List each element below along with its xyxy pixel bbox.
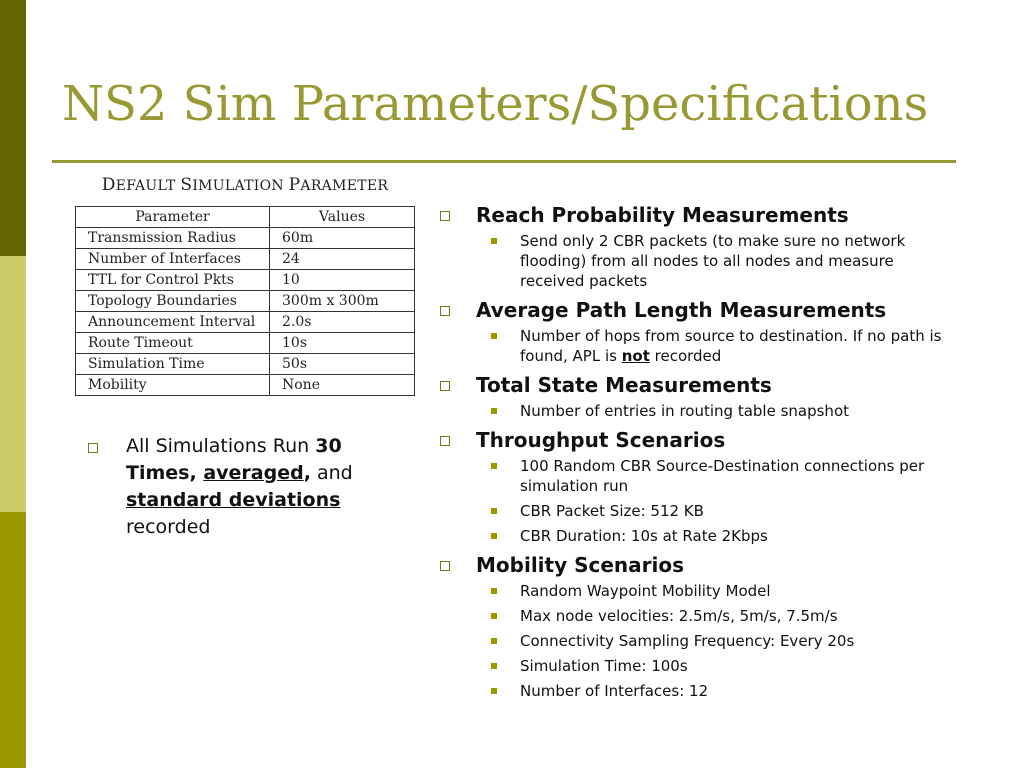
- left-bullet: [88, 433, 408, 541]
- table-row: [76, 249, 415, 270]
- list-item: CBR Packet Size: 512 KB: [440, 501, 970, 521]
- section-heading: Reach Probability Measurements: [440, 201, 970, 229]
- header-parameter: Parameter: [76, 207, 270, 228]
- list-item: Number of entries in routing table snapshot: [440, 401, 970, 421]
- param-cell: Topology Boundaries: [76, 291, 270, 312]
- param-cell: Route Timeout: [76, 333, 270, 354]
- hollow-square-bullet-icon: [88, 443, 98, 453]
- param-cell: Transmission Radius: [76, 228, 270, 249]
- param-cell: Announcement Interval: [76, 312, 270, 333]
- list-item: Number of Interfaces: 12: [440, 681, 970, 701]
- header-values: Values: [270, 207, 415, 228]
- param-cell: Mobility: [76, 375, 270, 396]
- value-cell: 10s: [270, 333, 415, 354]
- value-cell: 24: [270, 249, 415, 270]
- side-accent-bar: [0, 0, 26, 768]
- list-item: CBR Duration: 10s at Rate 2Kbps: [440, 526, 970, 546]
- value-cell: None: [270, 375, 415, 396]
- section-heading: Average Path Length Measurements: [440, 296, 970, 324]
- left-bullet-text: All Simulations Run 30 Times, averaged, and standard deviations recorded: [126, 435, 353, 538]
- section-heading: Mobility Scenarios: [440, 551, 970, 579]
- value-cell: 10: [270, 270, 415, 291]
- hollow-square-bullet-icon: [440, 306, 450, 316]
- side-bar-segment-bottom: [0, 512, 26, 768]
- parameter-table: [75, 206, 415, 396]
- square-bullet-icon: [491, 463, 497, 469]
- list-item: Number of hops from source to destination. If no path is found, APL is not recorded: [440, 326, 970, 366]
- table-row: [76, 291, 415, 312]
- title-divider: [52, 160, 956, 163]
- section-heading: Total State Measurements: [440, 371, 970, 399]
- table-row: [76, 228, 415, 249]
- table-row: [76, 333, 415, 354]
- square-bullet-icon: [491, 238, 497, 244]
- hollow-square-bullet-icon: [440, 211, 450, 221]
- value-cell: 300m x 300m: [270, 291, 415, 312]
- param-cell: Simulation Time: [76, 354, 270, 375]
- section-heading: Throughput Scenarios: [440, 426, 970, 454]
- list-item: Simulation Time: 100s: [440, 656, 970, 676]
- square-bullet-icon: [491, 333, 497, 339]
- square-bullet-icon: [491, 638, 497, 644]
- hollow-square-bullet-icon: [440, 436, 450, 446]
- square-bullet-icon: [491, 663, 497, 669]
- square-bullet-icon: [491, 408, 497, 414]
- table-caption: DEFAULT SIMULATION PARAMETER: [101, 175, 389, 195]
- table-row: [76, 354, 415, 375]
- table-header-row: [76, 207, 415, 228]
- hollow-square-bullet-icon: [440, 381, 450, 391]
- square-bullet-icon: [491, 613, 497, 619]
- measurements-list: [440, 201, 970, 706]
- hollow-square-bullet-icon: [440, 561, 450, 571]
- list-item: Max node velocities: 2.5m/s, 5m/s, 7.5m/s: [440, 606, 970, 626]
- table-row: [76, 270, 415, 291]
- square-bullet-icon: [491, 533, 497, 539]
- list-item: Send only 2 CBR packets (to make sure no network flooding) from all nodes to all nodes and measure received packets: [440, 231, 970, 291]
- value-cell: 2.0s: [270, 312, 415, 333]
- param-cell: Number of Interfaces: [76, 249, 270, 270]
- side-bar-segment-middle: [0, 256, 26, 512]
- slide-title: NS2 Sim Parameters/Specifications: [62, 76, 929, 132]
- list-item: 100 Random CBR Source-Destination connections per simulation run: [440, 456, 970, 496]
- value-cell: 60m: [270, 228, 415, 249]
- table-row: [76, 375, 415, 396]
- side-bar-segment-top: [0, 0, 26, 256]
- list-item: Random Waypoint Mobility Model: [440, 581, 970, 601]
- square-bullet-icon: [491, 508, 497, 514]
- list-item: Connectivity Sampling Frequency: Every 20s: [440, 631, 970, 651]
- square-bullet-icon: [491, 588, 497, 594]
- param-cell: TTL for Control Pkts: [76, 270, 270, 291]
- table-row: [76, 312, 415, 333]
- square-bullet-icon: [491, 688, 497, 694]
- value-cell: 50s: [270, 354, 415, 375]
